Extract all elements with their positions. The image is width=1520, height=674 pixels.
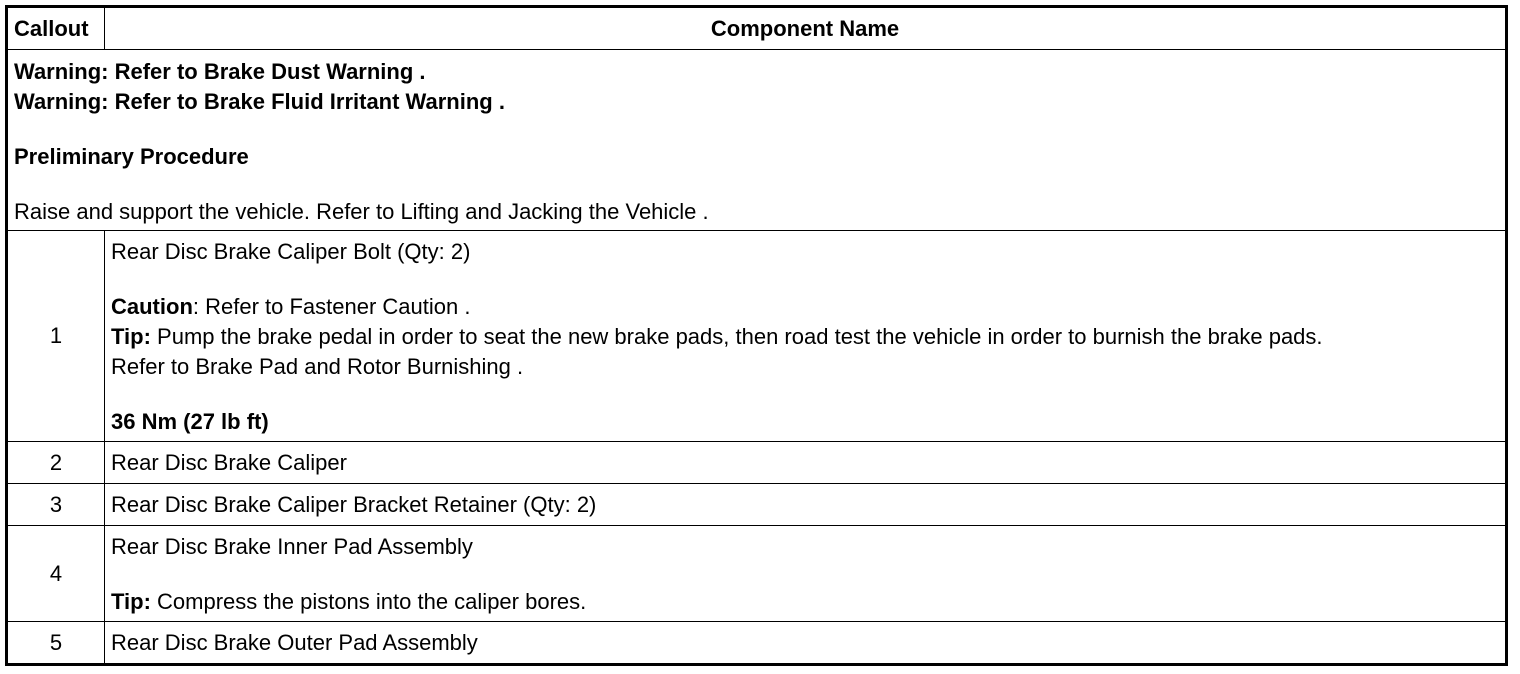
caution-text: : Refer to Fastener Caution . [192,294,471,319]
callout-column-header: Callout [7,7,105,50]
callout-number: 3 [7,484,105,526]
callout-number: 2 [7,442,105,484]
intro-row [7,50,1507,231]
component-name: Rear Disc Brake Outer Pad Assembly [105,622,1507,665]
header-row [7,7,1507,50]
component-name: Rear Disc Brake Caliper Bracket Retainer (Qty: 2) [105,484,1507,526]
table-row [7,526,1507,622]
table-row [7,622,1507,665]
spacer [111,382,1499,407]
component-column-header: Component Name [105,7,1507,50]
tip-note [111,587,1499,617]
tip-label: Tip: [111,589,151,614]
component-name: Rear Disc Brake Inner Pad Assembly [111,534,473,559]
component-name: Rear Disc Brake Caliper [105,442,1507,484]
callout-number: 4 [7,526,105,622]
torque-spec: 36 Nm (27 lb ft) [111,409,269,434]
callout-number: 5 [7,622,105,665]
brake-fluid-warning: Warning: Refer to Brake Fluid Irritant Warning . [14,89,505,114]
tip-text: Compress the pistons into the caliper bores. [150,589,587,614]
procedure-table [5,5,1508,666]
tip-note [111,322,1499,352]
tip-text-continued: Refer to Brake Pad and Rotor Burnishing . [111,354,524,379]
preliminary-procedure-text: Raise and support the vehicle. Refer to Lifting and Jacking the Vehicle . [14,199,709,224]
component-cell [105,526,1507,622]
table-row [7,231,1507,442]
table-row [7,484,1507,526]
callout-number: 1 [7,231,105,442]
spacer [14,117,1499,142]
component-cell [105,231,1507,442]
preliminary-procedure-title: Preliminary Procedure [14,144,249,169]
spacer [111,562,1499,587]
intro-cell [7,50,1507,231]
spacer [111,267,1499,292]
tip-label: Tip: [111,324,151,349]
component-name: Rear Disc Brake Caliper Bolt (Qty: 2) [111,239,471,264]
caution-note [111,292,1499,322]
caution-label: Caution [111,294,193,319]
table-row [7,442,1507,484]
brake-dust-warning: Warning: Refer to Brake Dust Warning . [14,59,426,84]
tip-text: Pump the brake pedal in order to seat the new brake pads, then road test the vehicle in order to burnish the brake pads. [150,324,1323,349]
spacer [14,172,1499,197]
